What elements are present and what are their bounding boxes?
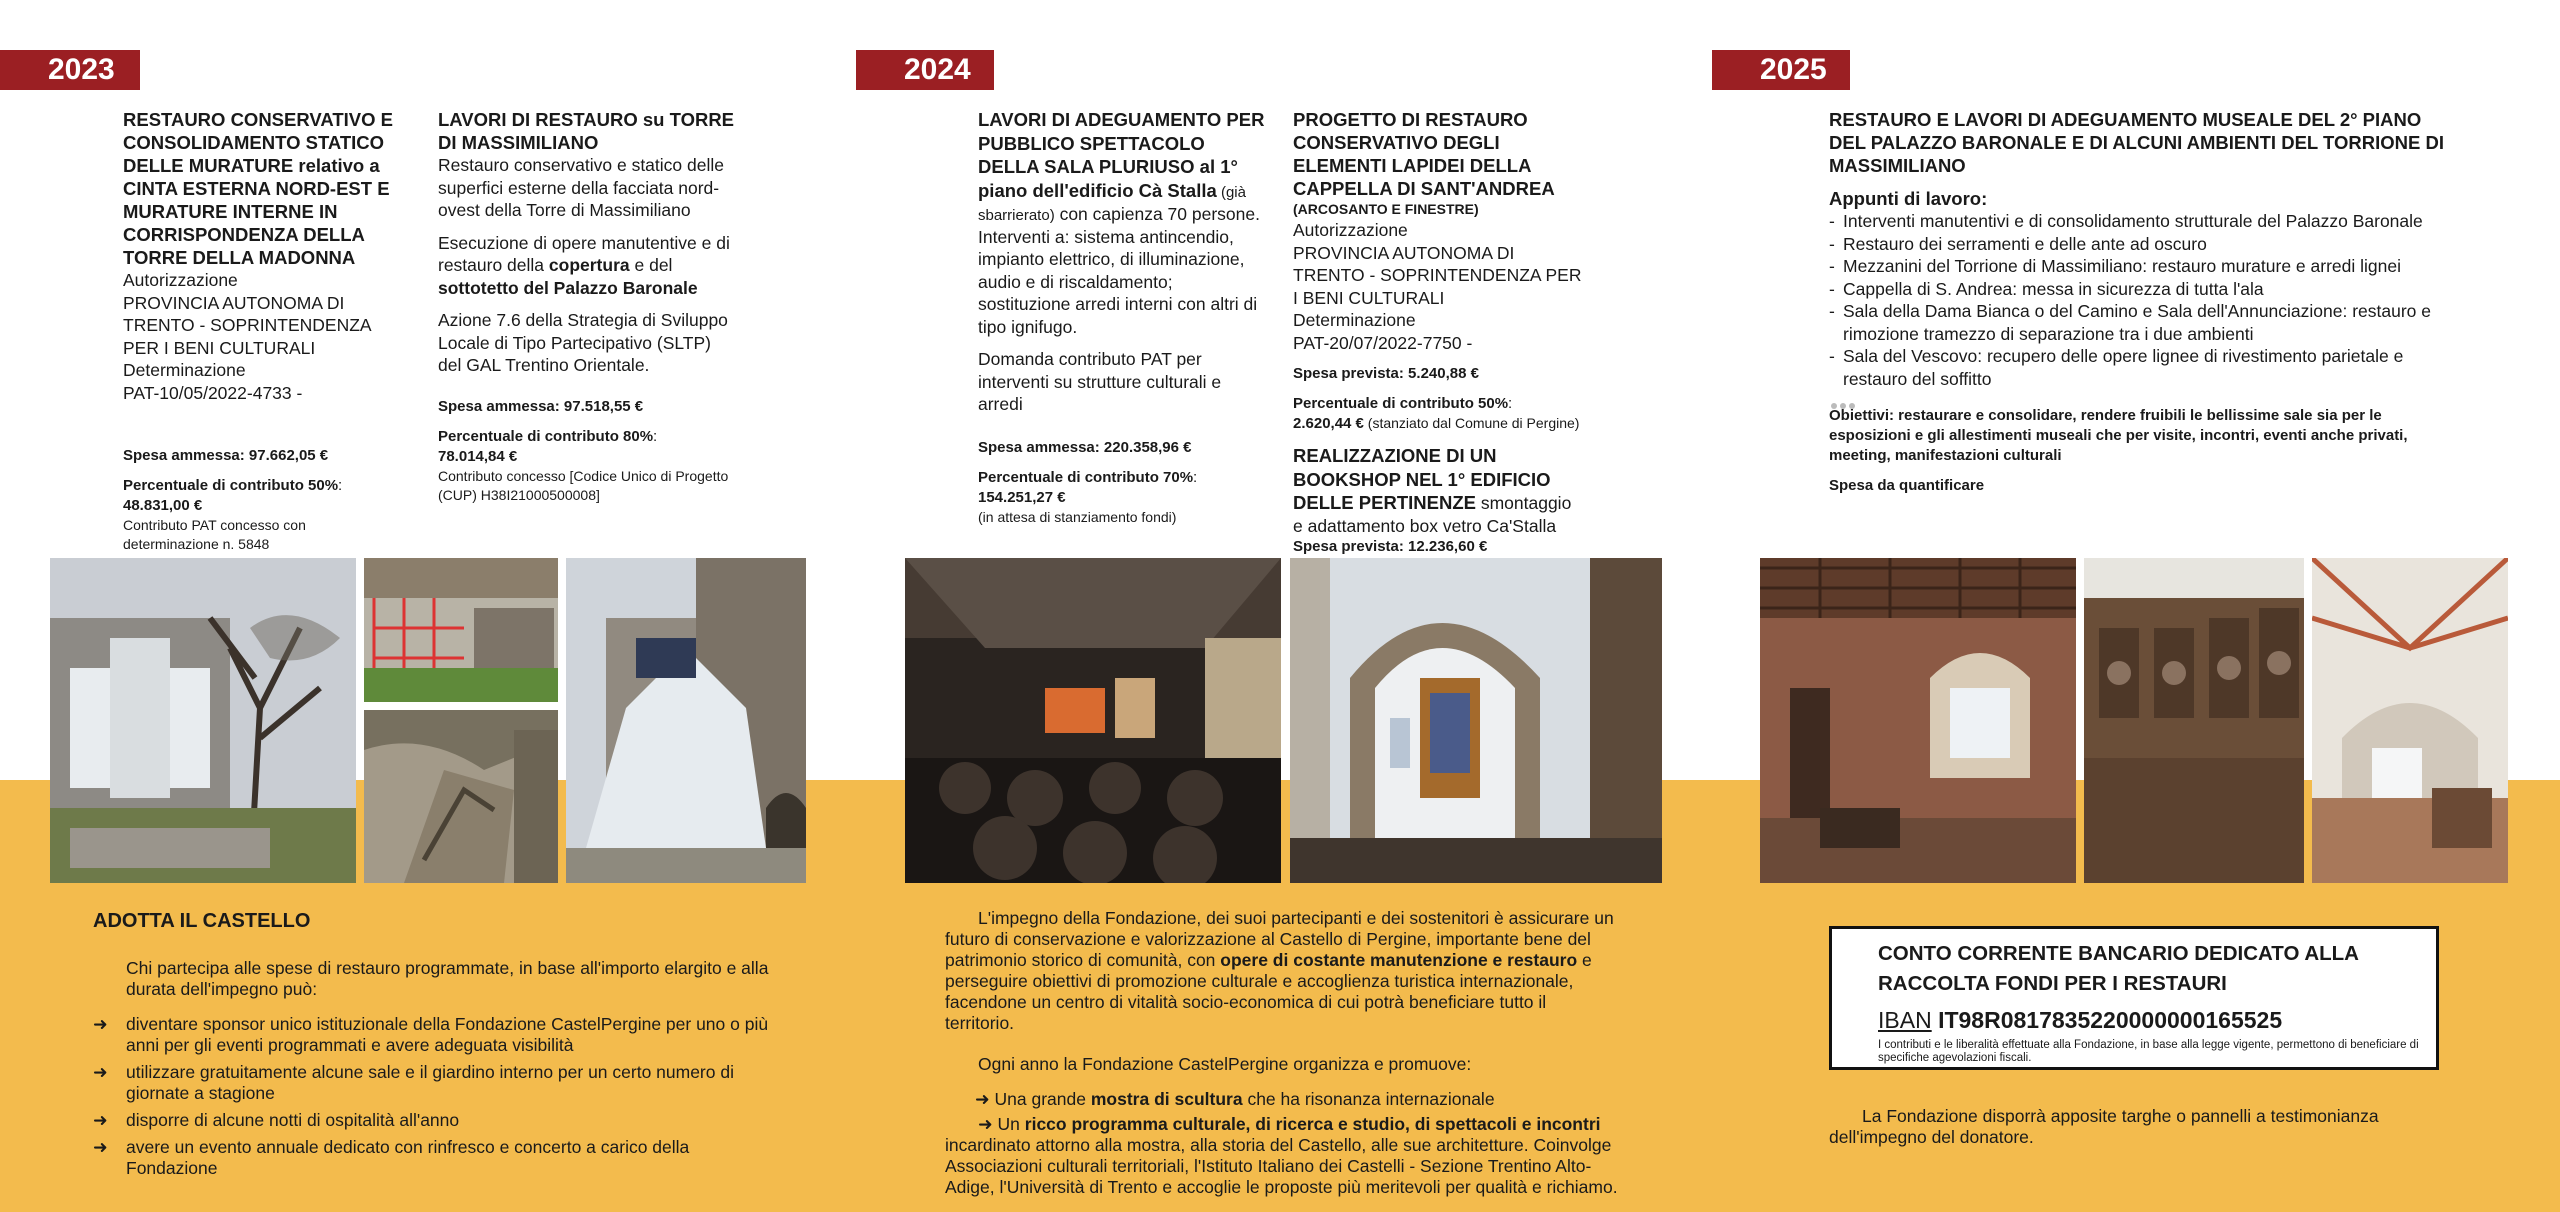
arrow-icon: ➜ [93,1110,108,1130]
auth-body: PROVINCIA AUTONOMA DI TRENTO - SOPRINTENDENZA PER I BENI CULTURALI [1293,242,1582,308]
obiettivi: Obiettivi: restaurare e consolidare, rendere fruibili le bellissime sale sia per le esposizioni e gli allestimenti museali che per visite, incontri, eventi anche privati, meeting, manifestazioni culturali [1829,407,2408,464]
spesa: Spesa ammessa: 97.518,55 € [438,397,644,415]
spesa: Spesa ammessa: 97.662,05 € [123,447,329,464]
adotta-list [93,1014,773,1179]
bank-box [1829,926,2439,1070]
spesa: Spesa da quantificare [1829,477,1985,494]
project-2023-torre [438,108,738,505]
arrow-icon: ➜ [93,1062,108,1082]
list-item: - Sala del Vescovo: recupero delle opere lignee di rivestimento parietale e restauro del soffitto [1829,346,2404,389]
iban-row [1878,1005,2422,1035]
list-item: ➜ disporre di alcune notti di ospitalità all'anno [93,1110,460,1130]
arrow-icon: ➜ [978,1114,993,1134]
amount: 2.620,44 € (stanziato dal Comune di Pergine) [1293,415,1580,432]
list-item: ➜ avere un evento annuale dedicato con rinfresco e concerto a carico della Fondazione [93,1137,690,1178]
note: Contributo concesso [Codice Unico di Progetto (CUP) H38I21000500008] [438,467,729,503]
percentuale: Percentuale di contributo 50%: [1293,395,1513,412]
fondazione-item-2: ➜ Un ricco programma culturale, di ricerca e studio, di spettacoli e incontri incardinato attorno alla mostra, alla storia del Castello, alle sue architetture. Coinvolge Associazioni culturali territoriali, l'Istituto Italiano dei Castelli - Sezione Trentino Alto-Adige, l'Università di Trento e accoglie le proposte più meritevoli per qualità e richiamo. [945,1114,1618,1197]
auth-label: Autorizzazione [123,270,238,290]
list-item: - Mezzanini del Torrione di Massimiliano: restauro murature e arredi lignei [1829,256,2401,276]
pat-number: PAT-10/05/2022-4733 - [123,382,303,403]
dots-icon [1829,394,2449,404]
spesa: Spesa ammessa: 220.358,96 € [978,438,1192,456]
project-title: RESTAURO CONSERVATIVO E CONSOLIDAMENTO STATICO DELLE MURATURE relativo a CINTA ESTERNA NORD-EST E MURATURE INTERNE IN CORRISPONDENZA DELLA TORRE DELLA MADONNA [123,109,393,268]
percentuale: Percentuale di contributo 70%: [978,468,1198,486]
det-label: Determinazione [1293,310,1416,330]
list-item: - Restauro dei serramenti e delle ante ad oscuro [1829,233,2207,254]
list-item: - Interventi manutentivi e di consolidamento strutturale del Palazzo Baronale [1829,211,2423,231]
amount: 154.251,27 € [978,488,1066,506]
bookshop-title: REALIZZAZIONE DI UN BOOKSHOP NEL 1° EDIFICIO DELLE PERTINENZE smontaggio e adattamento box vetro Ca'Stalla [1293,445,1572,536]
list-item: ➜ diventare sponsor unico istituzionale della Fondazione CastelPergine per uno o più anni per gli eventi programmati e avere adeguata visibilità [93,1014,769,1055]
fondazione-item-1: ➜ Una grande mostra di scultura che ha risonanza internazionale [975,1089,1495,1109]
list-item: ➜ utilizzare gratuitamente alcune sale e il giardino interno per un certo numero di giornate a stagione [93,1062,734,1103]
auth-label: Autorizzazione [1293,220,1408,240]
arrow-icon: ➜ [93,1014,108,1034]
photo-stone-wall [364,710,558,883]
photo-vaulted-room [2312,558,2508,883]
note: Contributo PAT concesso con determinazione n. 5848 [123,517,306,552]
photo-scaffold [364,558,558,702]
arrow-icon: ➜ [975,1089,990,1109]
final-note: La Fondazione disporrà apposite targhe o pannelli a testimonianza dell'impegno del donatore. [1829,1106,2379,1147]
project-2025 [1829,108,2449,496]
project-2024-sala [978,108,1268,527]
adotta-title: ADOTTA IL CASTELLO [93,910,311,932]
project-subtitle: (ARCOSANTO E FINESTRE) [1293,201,1479,217]
bookshop-spesa: Spesa prevista: 12.236,60 € [1293,538,1488,555]
bank-note: I contributi e le liberalità effettuate alla Fondazione, in base alla legge vigente, permettono di beneficiare di specifiche agevolazioni fiscali. [1878,1039,2419,1064]
note: (in attesa di stanziamento fondi) [978,508,1177,525]
project-title: LAVORI DI ADEGUAMENTO PER PUBBLICO SPETTACOLO DELLA SALA PLURIUSO al 1° piano dell'edificio Cà Stalla (già sbarrierato) con capienza 70 persone. Interventi a: sistema antincendio, impianto elettrico, di illuminazione, audio e di riscaldamento; sostituzione arredi interni con altri di tipo ignifugo. [978,109,1265,337]
project-title: PROGETTO DI RESTAURO CONSERVATIVO DEGLI ELEMENTI LAPIDEI DELLA CAPPELLA DI SANT'ANDREA [1293,109,1555,199]
photo-chapel [1290,558,1662,883]
amount: 78.014,84 € [438,447,518,465]
bank-title-line-1: CONTO CORRENTE BANCARIO DEDICATO ALLA [1878,942,2359,965]
percentuale: Percentuale di contributo 50%: [123,477,343,494]
iban-value: IT98R0817835220000000165525 [1938,1007,2283,1033]
appunti-label: Appunti di lavoro: [1829,188,1988,209]
photo-conference [905,558,1281,883]
bank-title-line-2: RACCOLTA FONDI PER I RESTAURI [1878,972,2227,995]
list-item: - Sala della Dama Bianca o del Camino e Sala dell'Annunciazione: restauro e rimozione tramezzo di separazione tra i due ambienti [1829,301,2432,344]
project-desc-3: Azione 7.6 della Strategia di Sviluppo Locale di Tipo Partecipativo (SLTP) del GAL Trentino Orientale. [438,310,728,375]
project-2024-cappella [1293,108,1583,557]
fondazione-p2: Ogni anno la Fondazione CastelPergine organizza e promuove: [978,1054,1472,1074]
year-tab-2024: 2024 [856,50,994,90]
pat-number: PAT-20/07/2022-7750 - [1293,332,1473,353]
project-title: LAVORI DI RESTAURO su TORRE DI MASSIMILIANO [438,109,735,153]
amount: 48.831,00 € [123,497,203,514]
iban-label: IBAN [1878,1007,1932,1033]
project-title: RESTAURO E LAVORI DI ADEGUAMENTO MUSEALE DEL 2° PIANO DEL PALAZZO BARONALE E DI ALCUNI AMBIENTI DEL TORRIONE DI MASSIMILIANO [1829,109,2444,176]
year-tab-2023: 2023 [0,50,140,90]
domanda: Domanda contributo PAT per interventi su strutture culturali e arredi [978,349,1222,414]
project-desc: Restauro conservativo e statico delle superfici esterne della facciata nord-ovest della Torre di Massimiliano [438,155,724,220]
percentuale: Percentuale di contributo 80%: [438,427,658,445]
det-label: Determinazione [123,360,246,380]
fondazione-section [945,908,1620,1198]
year-tab-2025: 2025 [1712,50,1850,90]
work-list [1829,210,2449,390]
photo-castle-tree [50,558,356,883]
list-item: - Cappella di S. Andrea: messa in sicurezza di tutta l'ala [1829,278,2264,299]
adotta-section [93,958,773,1185]
arrow-icon: ➜ [93,1137,108,1157]
photo-baronale-room [1760,558,2076,883]
photo-wood-panels [2084,558,2304,883]
project-2023-cinta [123,108,393,554]
auth-body: PROVINCIA AUTONOMA DI TRENTO - SOPRINTENDENZA PER I BENI CULTURALI [123,292,371,358]
project-desc-2: Esecuzione di opere manutentive e di restauro della copertura e del sottotetto del Palazzo Baronale [438,232,730,298]
photo-tower-cover [566,558,806,883]
fondazione-p1: L'impegno della Fondazione, dei suoi partecipanti e dei sostenitori è assicurare un futuro di conservazione e valorizzazione al Castello di Pergine, importante bene del patrimonio storico di comunità, con opere di costante manutenzione e restauro e perseguire obiettivi di promozione culturale e accoglienza turistica internazionale, facendone un centro di vitalità socio-economica di cui potrà beneficiare tutto il territorio. [945,908,1614,1033]
spesa: Spesa prevista: 5.240,88 € [1293,365,1479,382]
adotta-intro: Chi partecipa alle spese di restauro programmate, in base all'importo elargito e alla durata dell'impegno può: [126,958,769,999]
